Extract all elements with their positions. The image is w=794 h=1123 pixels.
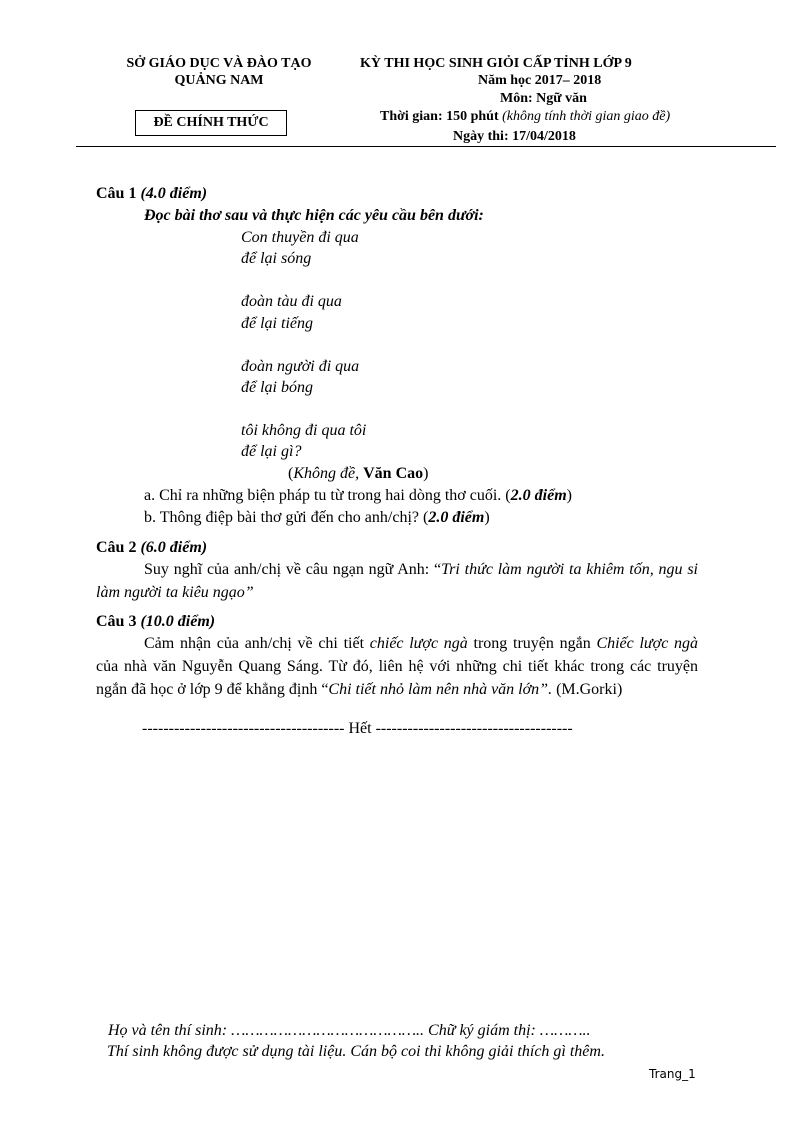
question-2-heading: [96, 539, 207, 557]
question-1a: [144, 487, 572, 505]
duration-value: Thời gian: 150 phút: [380, 109, 499, 124]
question-3-part: Cảm nhận của anh/chị về chi tiết: [144, 635, 370, 652]
question-3-text: [96, 632, 698, 701]
poem-line: đoàn tàu đi qua: [241, 293, 342, 310]
question-2-label: Câu 2: [96, 539, 137, 556]
source-open-paren: (: [288, 465, 294, 482]
source-separator: ,: [355, 465, 364, 482]
poem-line: đoàn người đi qua: [241, 358, 360, 375]
question-1b-close: ): [484, 509, 490, 526]
exam-date: Ngày thi: 17/04/2018: [453, 129, 576, 144]
question-2-text: [96, 558, 698, 604]
poem-line: để lại sóng: [241, 250, 312, 267]
question-3-part: (M.Gorki): [552, 681, 623, 698]
question-1b-points: 2.0 điểm: [428, 509, 485, 526]
poem-source: [288, 465, 428, 483]
question-3-label: Câu 3: [96, 613, 137, 630]
poem-line: tôi không đi qua tôi: [241, 422, 367, 439]
question-2-points: (6.0 điểm): [140, 539, 208, 556]
question-1-instruction: Đọc bài thơ sau và thực hiện các yêu cầu bên dưới:: [144, 207, 484, 224]
header-divider: [76, 146, 776, 147]
question-1a-close: ): [566, 487, 572, 504]
source-close-paren: ): [423, 465, 429, 482]
question-2-quote: Tri thức làm người ta khiêm tốn, ngu si làm người ta kiêu ngạo”: [96, 561, 699, 601]
question-3-italic-title: Chiếc lược ngà: [596, 635, 699, 652]
page-number: Trang_1: [649, 1067, 696, 1081]
exam-duration: [380, 109, 670, 125]
candidate-info-line: Họ và tên thí sinh: ………………………………….. Chữ ký giám thị: ………..: [108, 1022, 591, 1039]
province-name: QUẢNG NAM: [174, 73, 264, 88]
question-3-heading: [96, 613, 215, 631]
poem-author: Văn Cao: [363, 465, 424, 482]
question-1-points: (4.0 điểm): [140, 185, 208, 202]
duration-note: (không tính thời gian giao đề): [502, 109, 671, 124]
poem-title: Không đề: [293, 465, 356, 482]
poem-line: để lại gì?: [241, 443, 302, 460]
exam-title: KỲ THI HỌC SINH GIỎI CẤP TỈNH LỚP 9: [360, 56, 632, 71]
subject: Môn: Ngữ văn: [500, 91, 587, 106]
question-1-label: Câu 1: [96, 185, 137, 202]
question-1b-text: b. Thông điệp bài thơ gửi đến cho anh/chị? (: [144, 509, 429, 526]
question-1b: [144, 509, 490, 527]
question-2-prompt: Suy nghĩ của anh/chị về câu ngạn ngữ Anh: “: [144, 561, 442, 578]
poem-line: để lại bóng: [241, 379, 313, 396]
school-year: Năm học 2017– 2018: [478, 73, 602, 88]
poem-line: để lại tiếng: [241, 315, 313, 332]
official-exam-label: ĐỀ CHÍNH THỨC: [135, 110, 287, 136]
question-3-part: trong truyện ngắn: [467, 635, 597, 652]
end-marker: -------------------------------------- Hết -------------------------------------: [142, 720, 573, 737]
question-3-italic-quote: Chi tiết nhỏ làm nên nhà văn lớn”.: [328, 681, 553, 698]
question-3-italic-detail: chiếc lược ngà: [369, 635, 468, 652]
question-3-points: (10.0 điểm): [140, 613, 216, 630]
question-1-heading: [96, 185, 207, 203]
question-3-part: của nhà văn Nguyễn Quang Sáng. Từ đó, liên hệ với những chi tiết khác trong các truyện ngắn đã học ở lớp 9 để khẳng định “: [96, 658, 698, 698]
question-1a-points: 2.0 điểm: [510, 487, 567, 504]
department-name: SỞ GIÁO DỤC VÀ ĐÀO TẠO: [126, 56, 312, 71]
question-1a-text: a. Chỉ ra những biện pháp tu từ trong hai dòng thơ cuối. (: [144, 487, 511, 504]
poem-line: Con thuyền đi qua: [241, 229, 359, 246]
exam-rules-note: Thí sinh không được sử dụng tài liệu. Cán bộ coi thi không giải thích gì thêm.: [107, 1043, 605, 1060]
